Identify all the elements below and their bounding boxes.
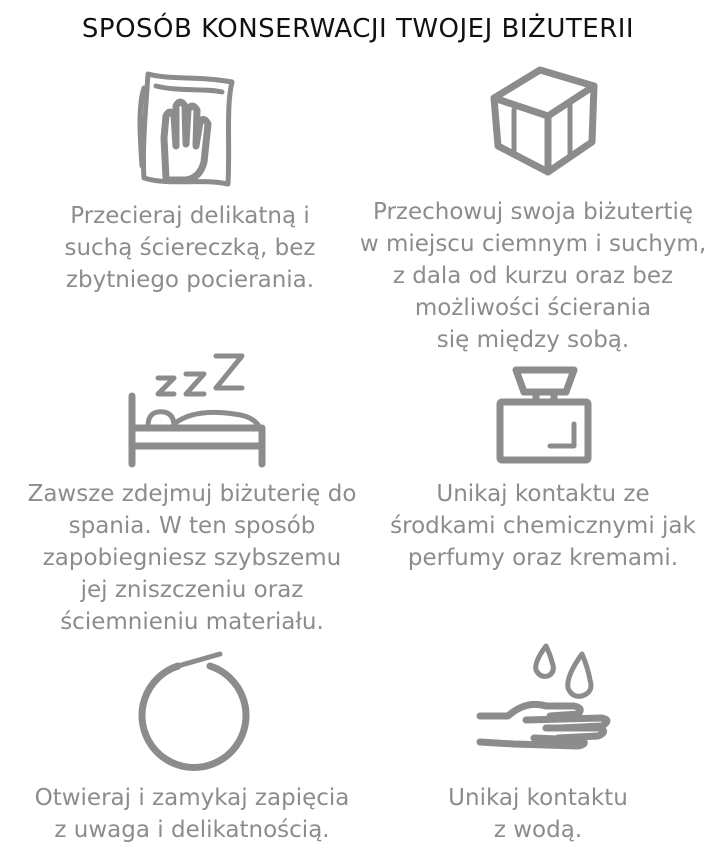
cloth-hand-icon (130, 66, 240, 196)
bracelet-icon (132, 650, 260, 778)
caption-wipe: Przecieraj delikatną i suchą ściereczką, bez zbytniego pocierania. (64, 203, 316, 293)
page-title: SPOSÓB KONSERWACJI TWOJEJ BIŻUTERII (81, 14, 635, 44)
caption-storage: Przechowuj swoja biżutertię w miejscu ciemnym i suchym, z dala od kurzu oraz bez możliwości ścierania się między sobą. (359, 199, 707, 353)
perfume-bottle-icon (494, 364, 594, 466)
caption-clasp: Otwieraj i zamykaj zapięcia z uwaga i delikatnością. (34, 785, 350, 843)
caption-water: Unikaj kontaktu z wodą. (448, 785, 628, 843)
box-icon (484, 62, 604, 178)
caption-sleep: Zawsze zdejmuj biżuterię do spania. W ten sposób zapobiegniesz szybszemu jej zniszczeniu oraz ściemnieniu materiału. (27, 481, 357, 635)
sleeping-bed-icon (124, 352, 270, 470)
water-hand-icon (474, 640, 624, 758)
caption-chemicals: Unikaj kontaktu ze środkami chemicznymi jak perfumy oraz kremami. (390, 481, 696, 571)
